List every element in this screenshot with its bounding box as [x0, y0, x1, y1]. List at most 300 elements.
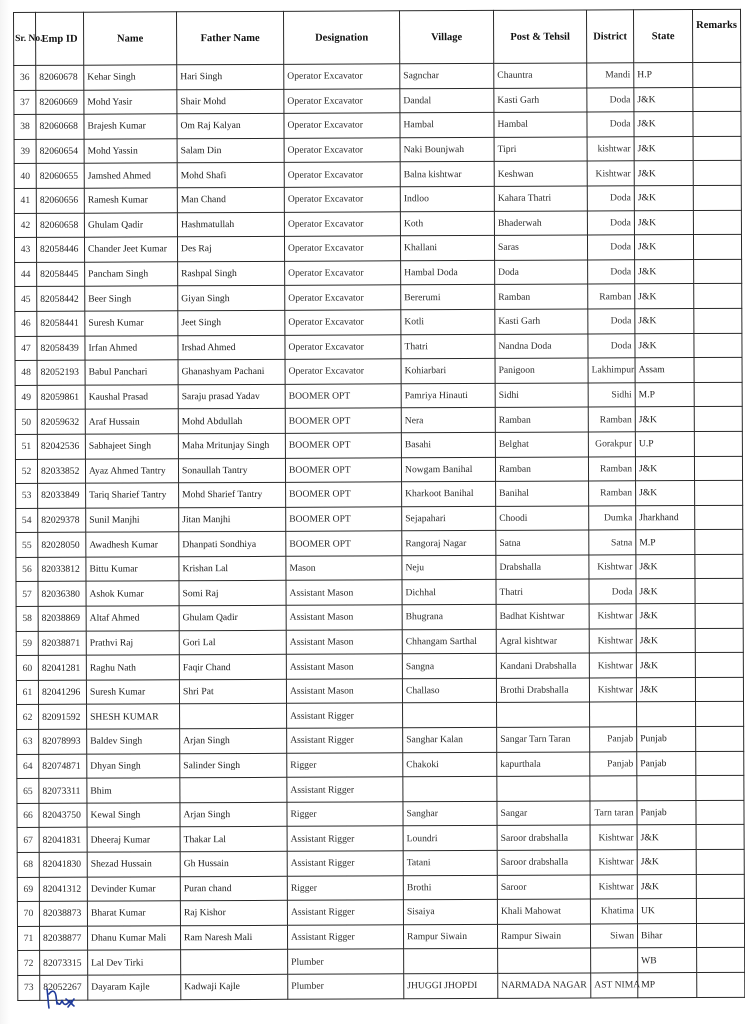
cell-emp-id: 82038871 — [38, 631, 86, 656]
cell-name: Bittu Kumar — [86, 557, 179, 582]
cell-post-tehsil: Ramban — [495, 284, 588, 309]
cell-sr-no: 39 — [14, 139, 36, 164]
cell-district: Ramban — [588, 456, 635, 481]
cell-state: H.P — [634, 63, 693, 88]
table-row — [15, 333, 742, 361]
cell-remarks — [695, 603, 743, 628]
cell-sr-no: 45 — [15, 287, 37, 312]
cell-father-name: Hashmatullah — [177, 212, 284, 237]
cell-name: Altaf Ahmed — [86, 606, 179, 631]
table-row — [17, 849, 744, 877]
cell-father-name: Saraju prasad Yadav — [178, 384, 285, 409]
cell-father-name: Des Raj — [177, 236, 284, 261]
cell-sr-no: 68 — [17, 852, 39, 877]
cell-post-tehsil: Satna — [496, 530, 589, 555]
table-row — [14, 185, 741, 213]
cell-post-tehsil: Tipri — [494, 137, 587, 162]
cell-village: Dichhal — [402, 580, 496, 605]
cell-father-name: Kadwaji Kajle — [181, 974, 288, 999]
cell-emp-id: 82036380 — [38, 582, 86, 607]
cell-remarks — [693, 210, 741, 235]
cell-father-name: Ghanashyam Pachani — [178, 359, 285, 384]
table-row — [18, 972, 745, 1000]
cell-designation: Operator Excavator — [284, 64, 400, 89]
cell-village: Tatani — [403, 850, 497, 875]
cell-emp-id: 82059632 — [37, 410, 85, 435]
cell-sr-no: 64 — [17, 754, 39, 779]
cell-district: Doda — [587, 186, 634, 211]
table-row — [17, 702, 744, 730]
cell-sr-no: 38 — [14, 115, 36, 140]
cell-district: Ramban — [589, 481, 636, 506]
header-post-tehsil: Post & Tehsil — [493, 10, 586, 63]
cell-father-name: Jitan Manjhi — [179, 507, 286, 532]
cell-designation: Assistant Rigger — [287, 925, 403, 950]
cell-remarks — [696, 726, 744, 751]
cell-designation: Operator Excavator — [284, 236, 400, 261]
cell-emp-id: 82043750 — [39, 803, 87, 828]
cell-post-tehsil: Choodi — [496, 506, 589, 531]
cell-name: Pancham Singh — [85, 262, 178, 287]
table-row — [17, 776, 744, 804]
header-remarks: Remarks — [692, 9, 740, 62]
cell-village: Brothi — [403, 875, 497, 900]
cell-designation: Rigger — [287, 752, 403, 777]
cell-father-name: Arjan Singh — [180, 802, 287, 827]
cell-remarks — [696, 702, 744, 727]
cell-remarks — [694, 259, 742, 284]
cell-emp-id: 82060656 — [36, 188, 84, 213]
cell-village — [403, 703, 497, 728]
cell-name: Kehar Singh — [84, 65, 177, 90]
cell-designation: Operator Excavator — [284, 138, 400, 163]
cell-state: J&K — [637, 825, 696, 850]
cell-father-name — [180, 704, 287, 729]
cell-emp-id: 82073315 — [40, 951, 88, 976]
cell-designation: BOOMER OPT — [286, 506, 402, 531]
cell-remarks — [696, 849, 744, 874]
cell-state: J&K — [636, 554, 695, 579]
cell-name: Dhanu Kumar Mali — [87, 926, 180, 951]
cell-village: JHUGGI JHOPDI — [404, 973, 498, 998]
cell-state: J&K — [635, 407, 694, 432]
cell-emp-id: 82060669 — [36, 90, 84, 115]
table-row — [16, 505, 743, 533]
cell-district: Kishtwar — [590, 850, 637, 875]
cell-designation: Assistant Rigger — [287, 728, 403, 753]
cell-sr-no: 54 — [16, 508, 38, 533]
header-designation: Designation — [283, 11, 399, 65]
cell-name: Irfan Ahmed — [85, 335, 178, 360]
cell-district: Doda — [587, 235, 634, 260]
table-row — [15, 308, 742, 336]
cell-post-tehsil: Chauntra — [494, 63, 587, 88]
cell-remarks — [695, 480, 743, 505]
cell-name: Bharat Kumar — [87, 901, 180, 926]
cell-designation: Assistant Mason — [286, 605, 402, 630]
cell-state: J&K — [635, 308, 694, 333]
table-row — [15, 382, 742, 410]
cell-name: Ramesh Kumar — [84, 188, 177, 213]
cell-remarks — [696, 899, 744, 924]
cell-name: Beer Singh — [85, 286, 178, 311]
cell-father-name: Gh Hussain — [180, 851, 287, 876]
cell-district: Tarn taran — [590, 801, 637, 826]
cell-remarks — [696, 776, 744, 801]
table-row — [14, 136, 741, 164]
cell-sr-no: 43 — [14, 238, 36, 263]
cell-remarks — [695, 530, 743, 555]
cell-remarks — [696, 825, 744, 850]
table-row — [17, 751, 744, 779]
cell-sr-no: 57 — [16, 582, 38, 607]
cell-state: M.P — [635, 382, 694, 407]
table-row — [16, 579, 743, 607]
table-row — [17, 726, 744, 754]
cell-district — [590, 776, 637, 801]
cell-name: Babul Panchari — [85, 360, 178, 385]
cell-village: Khallani — [400, 236, 494, 261]
header-sr-no: Sr. No. — [14, 12, 36, 65]
cell-state: Punjab — [637, 727, 696, 752]
cell-emp-id: 82091592 — [39, 705, 87, 730]
cell-post-tehsil: kapurthala — [497, 752, 590, 777]
cell-emp-id: 82042536 — [37, 434, 85, 459]
cell-district: Kishtwar — [589, 653, 636, 678]
cell-designation: Operator Excavator — [285, 285, 401, 310]
cell-father-name: Shri Pat — [179, 679, 286, 704]
cell-emp-id: 82041296 — [38, 680, 86, 705]
cell-state: J&K — [634, 136, 693, 161]
cell-father-name: Ghulam Qadir — [179, 605, 286, 630]
cell-sr-no: 42 — [14, 213, 36, 238]
cell-sr-no: 51 — [15, 434, 37, 459]
cell-post-tehsil: Kasti Garh — [494, 88, 587, 113]
cell-remarks — [695, 554, 743, 579]
cell-designation: Assistant Rigger — [287, 703, 403, 728]
cell-father-name: Arjan Singh — [180, 728, 287, 753]
cell-state: J&K — [637, 850, 696, 875]
cell-post-tehsil: Badhat Kishtwar — [496, 604, 589, 629]
cell-designation: Assistant Rigger — [287, 777, 403, 802]
table-row — [17, 923, 744, 951]
cell-name: Mohd Yassin — [84, 139, 177, 164]
cell-remarks — [693, 112, 741, 137]
header-district: District — [586, 10, 633, 63]
cell-district: Doda — [588, 309, 635, 334]
cell-state: J&K — [634, 235, 693, 260]
cell-state: J&K — [635, 333, 694, 358]
cell-emp-id: 82060668 — [36, 114, 84, 139]
cell-district: Gorakpur — [588, 432, 635, 457]
cell-remarks — [693, 234, 741, 259]
cell-post-tehsil: Saroor drabshalla — [497, 850, 590, 875]
cell-sr-no: 71 — [17, 926, 39, 951]
cell-sr-no: 65 — [17, 779, 39, 804]
signature-icon — [44, 986, 84, 1010]
cell-emp-id: 82033812 — [38, 557, 86, 582]
cell-name: Prathvi Raj — [86, 630, 179, 655]
cell-district: Kishtwar — [590, 825, 637, 850]
table-row — [15, 284, 742, 312]
cell-village — [403, 777, 497, 802]
cell-emp-id: 82060658 — [36, 213, 84, 238]
cell-remarks — [697, 948, 745, 973]
cell-village: Dandal — [400, 88, 494, 113]
cell-post-tehsil: Brothi Drabshalla — [496, 678, 589, 703]
cell-name: Araf Hussain — [85, 409, 178, 434]
cell-state: WB — [638, 948, 697, 973]
cell-village: Chakoki — [403, 752, 497, 777]
cell-district: Kishtwar — [589, 678, 636, 703]
cell-remarks — [693, 62, 741, 87]
cell-state: J&K — [634, 87, 693, 112]
cell-district: Satna — [589, 530, 636, 555]
cell-state: J&K — [635, 456, 694, 481]
cell-sr-no: 40 — [14, 164, 36, 189]
cell-state: J&K — [634, 161, 693, 186]
cell-emp-id: 82060678 — [36, 65, 84, 90]
table-row — [14, 234, 741, 262]
cell-father-name: Sonaullah Tantry — [178, 458, 285, 483]
cell-sr-no: 44 — [15, 262, 37, 287]
cell-remarks — [696, 800, 744, 825]
cell-sr-no: 63 — [17, 729, 39, 754]
employee-list-sheet — [13, 9, 737, 1001]
cell-remarks — [694, 284, 742, 309]
cell-name: Mohd Yasir — [84, 89, 177, 114]
cell-sr-no: 49 — [15, 385, 37, 410]
cell-name: Brajesh Kumar — [84, 114, 177, 139]
cell-village: Kharkoot Banihal — [402, 481, 496, 506]
table-row — [16, 554, 743, 582]
cell-remarks — [694, 357, 742, 382]
cell-remarks — [694, 333, 742, 358]
cell-village: Sisaiya — [403, 900, 497, 925]
cell-village: Indloo — [400, 186, 494, 211]
cell-name: Tariq Sharief Tantry — [86, 483, 179, 508]
table-row — [14, 161, 741, 189]
cell-district: Doda — [588, 260, 635, 285]
cell-post-tehsil: NARMADA NAGAR — [498, 973, 591, 998]
cell-state: J&K — [634, 210, 693, 235]
cell-father-name: Gori Lal — [179, 630, 286, 655]
cell-remarks — [693, 161, 741, 186]
table-row — [14, 87, 741, 115]
cell-father-name: Krishan Lal — [179, 556, 286, 581]
cell-district: AST NIMA — [591, 973, 638, 998]
cell-sr-no: 72 — [18, 951, 40, 976]
cell-remarks — [693, 136, 741, 161]
table-row — [15, 456, 742, 484]
cell-post-tehsil: Banihal — [496, 481, 589, 506]
cell-state: J&K — [636, 677, 695, 702]
cell-post-tehsil: Hambal — [494, 112, 587, 137]
cell-designation: Rigger — [287, 875, 403, 900]
cell-father-name — [181, 950, 288, 975]
cell-sr-no: 66 — [17, 803, 39, 828]
cell-designation: BOOMER OPT — [285, 408, 401, 433]
cell-designation: Assistant Mason — [286, 679, 402, 704]
cell-state: J&K — [636, 481, 695, 506]
cell-village: Sejapahari — [402, 506, 496, 531]
table-body — [14, 62, 745, 1000]
page-edge-shadow — [0, 0, 10, 1024]
cell-post-tehsil — [497, 702, 590, 727]
table-row — [14, 210, 741, 238]
cell-village — [404, 949, 498, 974]
cell-designation: Assistant Mason — [286, 629, 402, 654]
table-row — [14, 62, 741, 90]
cell-state: Panjab — [637, 751, 696, 776]
table-row — [15, 407, 742, 435]
cell-sr-no: 36 — [14, 65, 36, 90]
cell-sr-no: 48 — [15, 361, 37, 386]
cell-post-tehsil: Saroor drabshalla — [497, 825, 590, 850]
cell-village: Kotli — [401, 309, 495, 334]
cell-state: UK — [637, 899, 696, 924]
cell-remarks — [693, 185, 741, 210]
cell-state: M.P — [636, 530, 695, 555]
cell-village: Pamriya Hinauti — [401, 383, 495, 408]
cell-remarks — [695, 505, 743, 530]
cell-post-tehsil: Drabshalla — [496, 555, 589, 580]
cell-remarks — [696, 874, 744, 899]
cell-name: SHESH KUMAR — [87, 704, 180, 729]
cell-state: U.P — [635, 431, 694, 456]
cell-emp-id: 82060654 — [36, 139, 84, 164]
cell-emp-id: 82073311 — [39, 778, 87, 803]
cell-remarks — [694, 456, 742, 481]
cell-remarks — [696, 923, 744, 948]
cell-name: Lal Dev Tirki — [88, 950, 181, 975]
cell-state — [637, 776, 696, 801]
cell-designation: Operator Excavator — [284, 211, 400, 236]
cell-emp-id: 82041312 — [39, 877, 87, 902]
cell-remarks — [695, 677, 743, 702]
cell-name: Shezad Hussain — [87, 852, 180, 877]
cell-emp-id: 82033849 — [38, 483, 86, 508]
cell-sr-no: 58 — [16, 606, 38, 631]
cell-district: Kishtwar — [589, 555, 636, 580]
cell-name: Dayaram Kajle — [88, 975, 181, 1000]
cell-post-tehsil: Saras — [494, 235, 587, 260]
cell-village: Rampur Siwain — [403, 924, 497, 949]
cell-emp-id: 82058445 — [37, 262, 85, 287]
cell-emp-id: 82058446 — [36, 237, 84, 262]
cell-father-name: Maha Mritunjay Singh — [178, 433, 285, 458]
cell-father-name: Irshad Ahmed — [178, 335, 285, 360]
cell-sr-no: 55 — [16, 533, 38, 558]
cell-post-tehsil — [498, 948, 591, 973]
cell-designation: Operator Excavator — [285, 261, 401, 286]
cell-district: Panjab — [590, 727, 637, 752]
cell-father-name: Om Raj Kalyan — [177, 114, 284, 139]
cell-emp-id: 82041830 — [39, 852, 87, 877]
cell-district: Doda — [589, 579, 636, 604]
cell-name: Kaushal Prasad — [85, 385, 178, 410]
cell-village: Rangoraj Nagar — [402, 531, 496, 556]
cell-father-name: Ram Naresh Mali — [180, 925, 287, 950]
header-father-name: Father Name — [177, 11, 284, 64]
cell-post-tehsil: Khali Mahowat — [497, 899, 590, 924]
cell-post-tehsil: Nandna Doda — [495, 334, 588, 359]
cell-state: Assam — [635, 358, 694, 383]
cell-remarks — [694, 382, 742, 407]
cell-emp-id: 82041281 — [38, 655, 86, 680]
cell-sr-no: 56 — [16, 557, 38, 582]
cell-name: Suresh Kumar — [86, 680, 179, 705]
cell-district: Ramban — [588, 284, 635, 309]
cell-state: J&K — [636, 604, 695, 629]
cell-post-tehsil: Kahara Thatri — [494, 186, 587, 211]
cell-village: Hambal — [400, 113, 494, 138]
cell-village: Sangna — [402, 654, 496, 679]
cell-district: Mandi — [587, 63, 634, 88]
cell-emp-id: 82038873 — [39, 901, 87, 926]
cell-name: Jamshed Ahmed — [84, 163, 177, 188]
cell-state: J&K — [637, 874, 696, 899]
cell-emp-id: 82058441 — [37, 311, 85, 336]
cell-name: Bhim — [87, 778, 180, 803]
cell-name: Dhyan Singh — [87, 753, 180, 778]
cell-emp-id: 82052267 — [40, 975, 88, 1000]
cell-remarks — [694, 308, 742, 333]
cell-village: Nowgam Banihal — [401, 457, 495, 482]
cell-district: Lakhimpur — [588, 358, 635, 383]
cell-post-tehsil: Rampur Siwain — [497, 924, 590, 949]
table-row — [14, 112, 741, 140]
table-row — [16, 603, 743, 631]
cell-post-tehsil: Ramban — [495, 407, 588, 432]
cell-post-tehsil: Bhaderwah — [494, 211, 587, 236]
cell-remarks — [695, 653, 743, 678]
table-row — [16, 530, 743, 558]
cell-father-name: Man Chand — [177, 187, 284, 212]
cell-village: Sagnchar — [400, 63, 494, 88]
cell-district: Siwan — [590, 924, 637, 949]
cell-village: Thatri — [401, 334, 495, 359]
cell-emp-id: 82058442 — [37, 287, 85, 312]
cell-name: Suresh Kumar — [85, 311, 178, 336]
cell-designation: Plumber — [288, 949, 404, 974]
cell-post-tehsil: Belghat — [495, 432, 588, 457]
cell-designation: Mason — [286, 556, 402, 581]
cell-remarks — [696, 751, 744, 776]
cell-village: Koth — [400, 211, 494, 236]
table-row — [15, 357, 742, 385]
cell-designation: Assistant Rigger — [287, 900, 403, 925]
cell-state: Panjab — [637, 800, 696, 825]
cell-father-name: Jeet Singh — [178, 310, 285, 335]
cell-father-name: Shair Mohd — [177, 89, 284, 114]
cell-father-name: Salinder Singh — [180, 753, 287, 778]
cell-state: Jharkhand — [636, 505, 695, 530]
cell-state: J&K — [636, 579, 695, 604]
table-row — [17, 825, 744, 853]
cell-designation: Plumber — [288, 974, 404, 999]
cell-state: Bihar — [637, 923, 696, 948]
cell-emp-id: 82052193 — [37, 360, 85, 385]
cell-emp-id: 82074871 — [39, 754, 87, 779]
cell-sr-no: 37 — [14, 90, 36, 115]
cell-father-name: Hari Singh — [177, 64, 284, 89]
cell-remarks — [693, 87, 741, 112]
cell-state: J&K — [635, 284, 694, 309]
cell-district: Sidhi — [588, 383, 635, 408]
cell-designation: Assistant Rigger — [287, 826, 403, 851]
table-row — [15, 259, 742, 287]
